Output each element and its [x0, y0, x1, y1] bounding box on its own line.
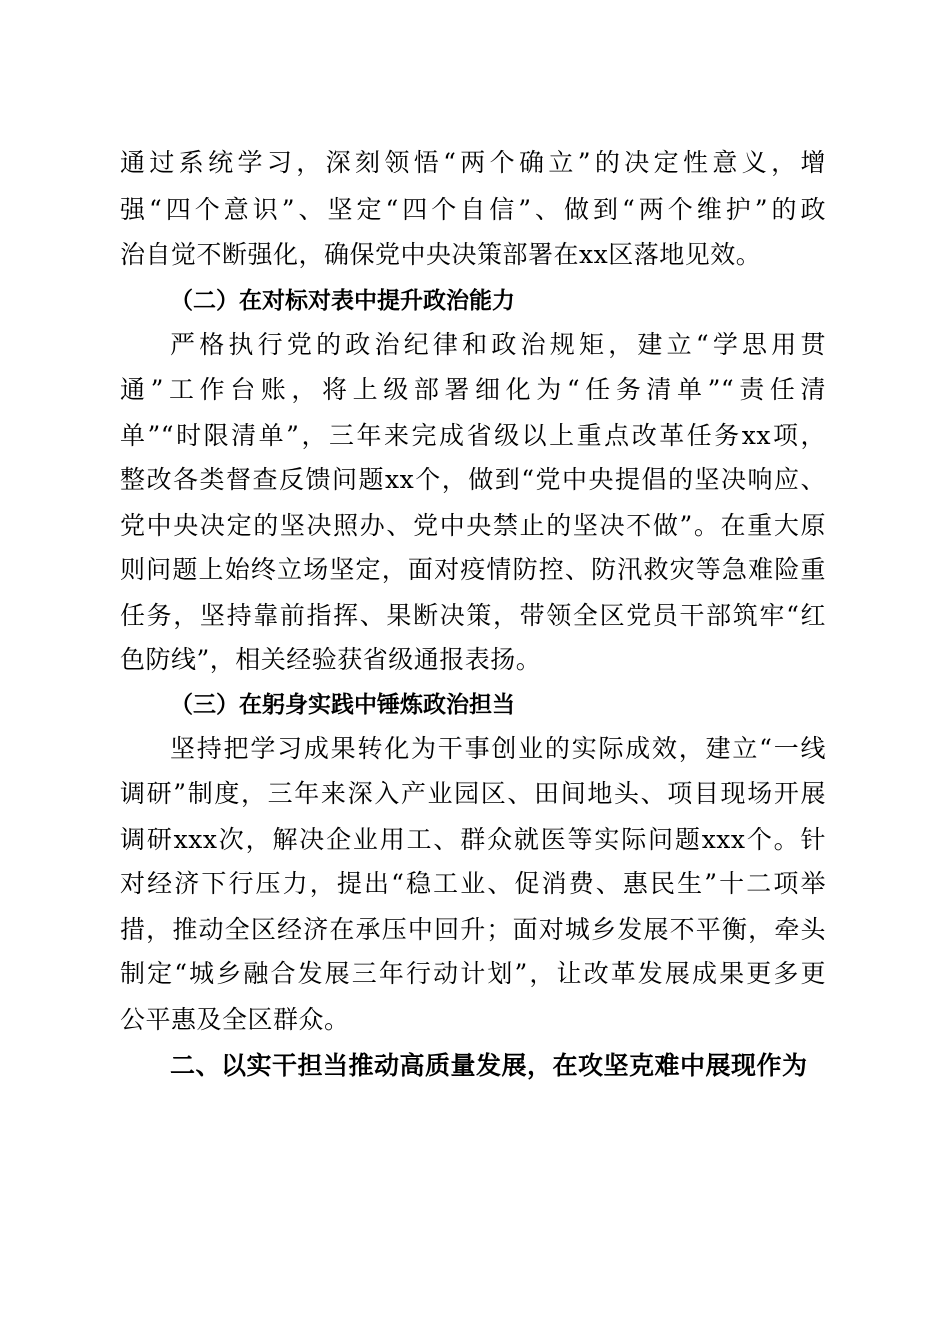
paragraph-3-line-7: 公平惠及全区群众。 — [120, 1005, 350, 1034]
paragraph-1-line-3: 治自觉不断强化，确保党中央决策部署在xx区落地见效。 — [120, 240, 762, 269]
paragraph-2-line-1: 严格执行党的政治纪律和政治规矩，建立“学思用贯 — [170, 330, 826, 359]
paragraph-2-line-8: 色防线”，相关经验获省级通报表扬。 — [120, 645, 542, 674]
paragraph-2-line-6: 则问题上始终立场坚定，面对疫情防控、防汛救灾等急难险重 — [120, 555, 826, 584]
paragraph-3-line-4: 对经济下行压力，提出“稳工业、促消费、惠民生”十二项举 — [120, 869, 826, 898]
paragraph-2-line-2: 通”工作台账，将上级部署细化为“任务清单”“责任清 — [120, 375, 826, 404]
subsection-heading-3: （三）在躬身实践中锤炼政治担当 — [170, 692, 515, 718]
paragraph-2-line-4: 整改各类督查反馈问题xx个，做到“党中央提倡的坚决响应、 — [120, 465, 826, 494]
paragraph-2-line-3: 单”“时限清单”，三年来完成省级以上重点改革任务xx项， — [120, 421, 826, 450]
paragraph-3-line-6: 制定“城乡融合发展三年行动计划”，让改革发展成果更多更 — [120, 959, 826, 988]
subsection-heading-2: （二）在对标对表中提升政治能力 — [170, 288, 515, 314]
paragraph-3-line-3: 调研xxx次，解决企业用工、群众就医等实际问题xxx个。针 — [120, 825, 826, 854]
paragraph-3-line-2: 调研”制度，三年来深入产业园区、田间地头、项目现场开展 — [120, 779, 826, 808]
paragraph-2-line-5: 党中央决定的坚决照办、党中央禁止的坚决不做”。在重大原 — [120, 511, 826, 540]
paragraph-1-line-1: 通过系统学习，深刻领悟“两个确立”的决定性意义，增 — [120, 148, 826, 177]
paragraph-3-line-1: 坚持把学习成果转化为干事创业的实际成效，建立“一线 — [170, 734, 826, 763]
paragraph-1-line-2: 强“四个意识”、坚定“四个自信”、做到“两个维护”的政 — [120, 195, 826, 224]
paragraph-2-line-7: 任务，坚持靠前指挥、果断决策，带领全区党员干部筑牢“红 — [120, 601, 826, 630]
section-heading-2: 二、以实干担当推动高质量发展，在攻坚克难中展现作为 — [170, 1051, 808, 1080]
paragraph-3-line-5: 措，推动全区经济在承压中回升；面对城乡发展不平衡，牵头 — [120, 915, 826, 944]
